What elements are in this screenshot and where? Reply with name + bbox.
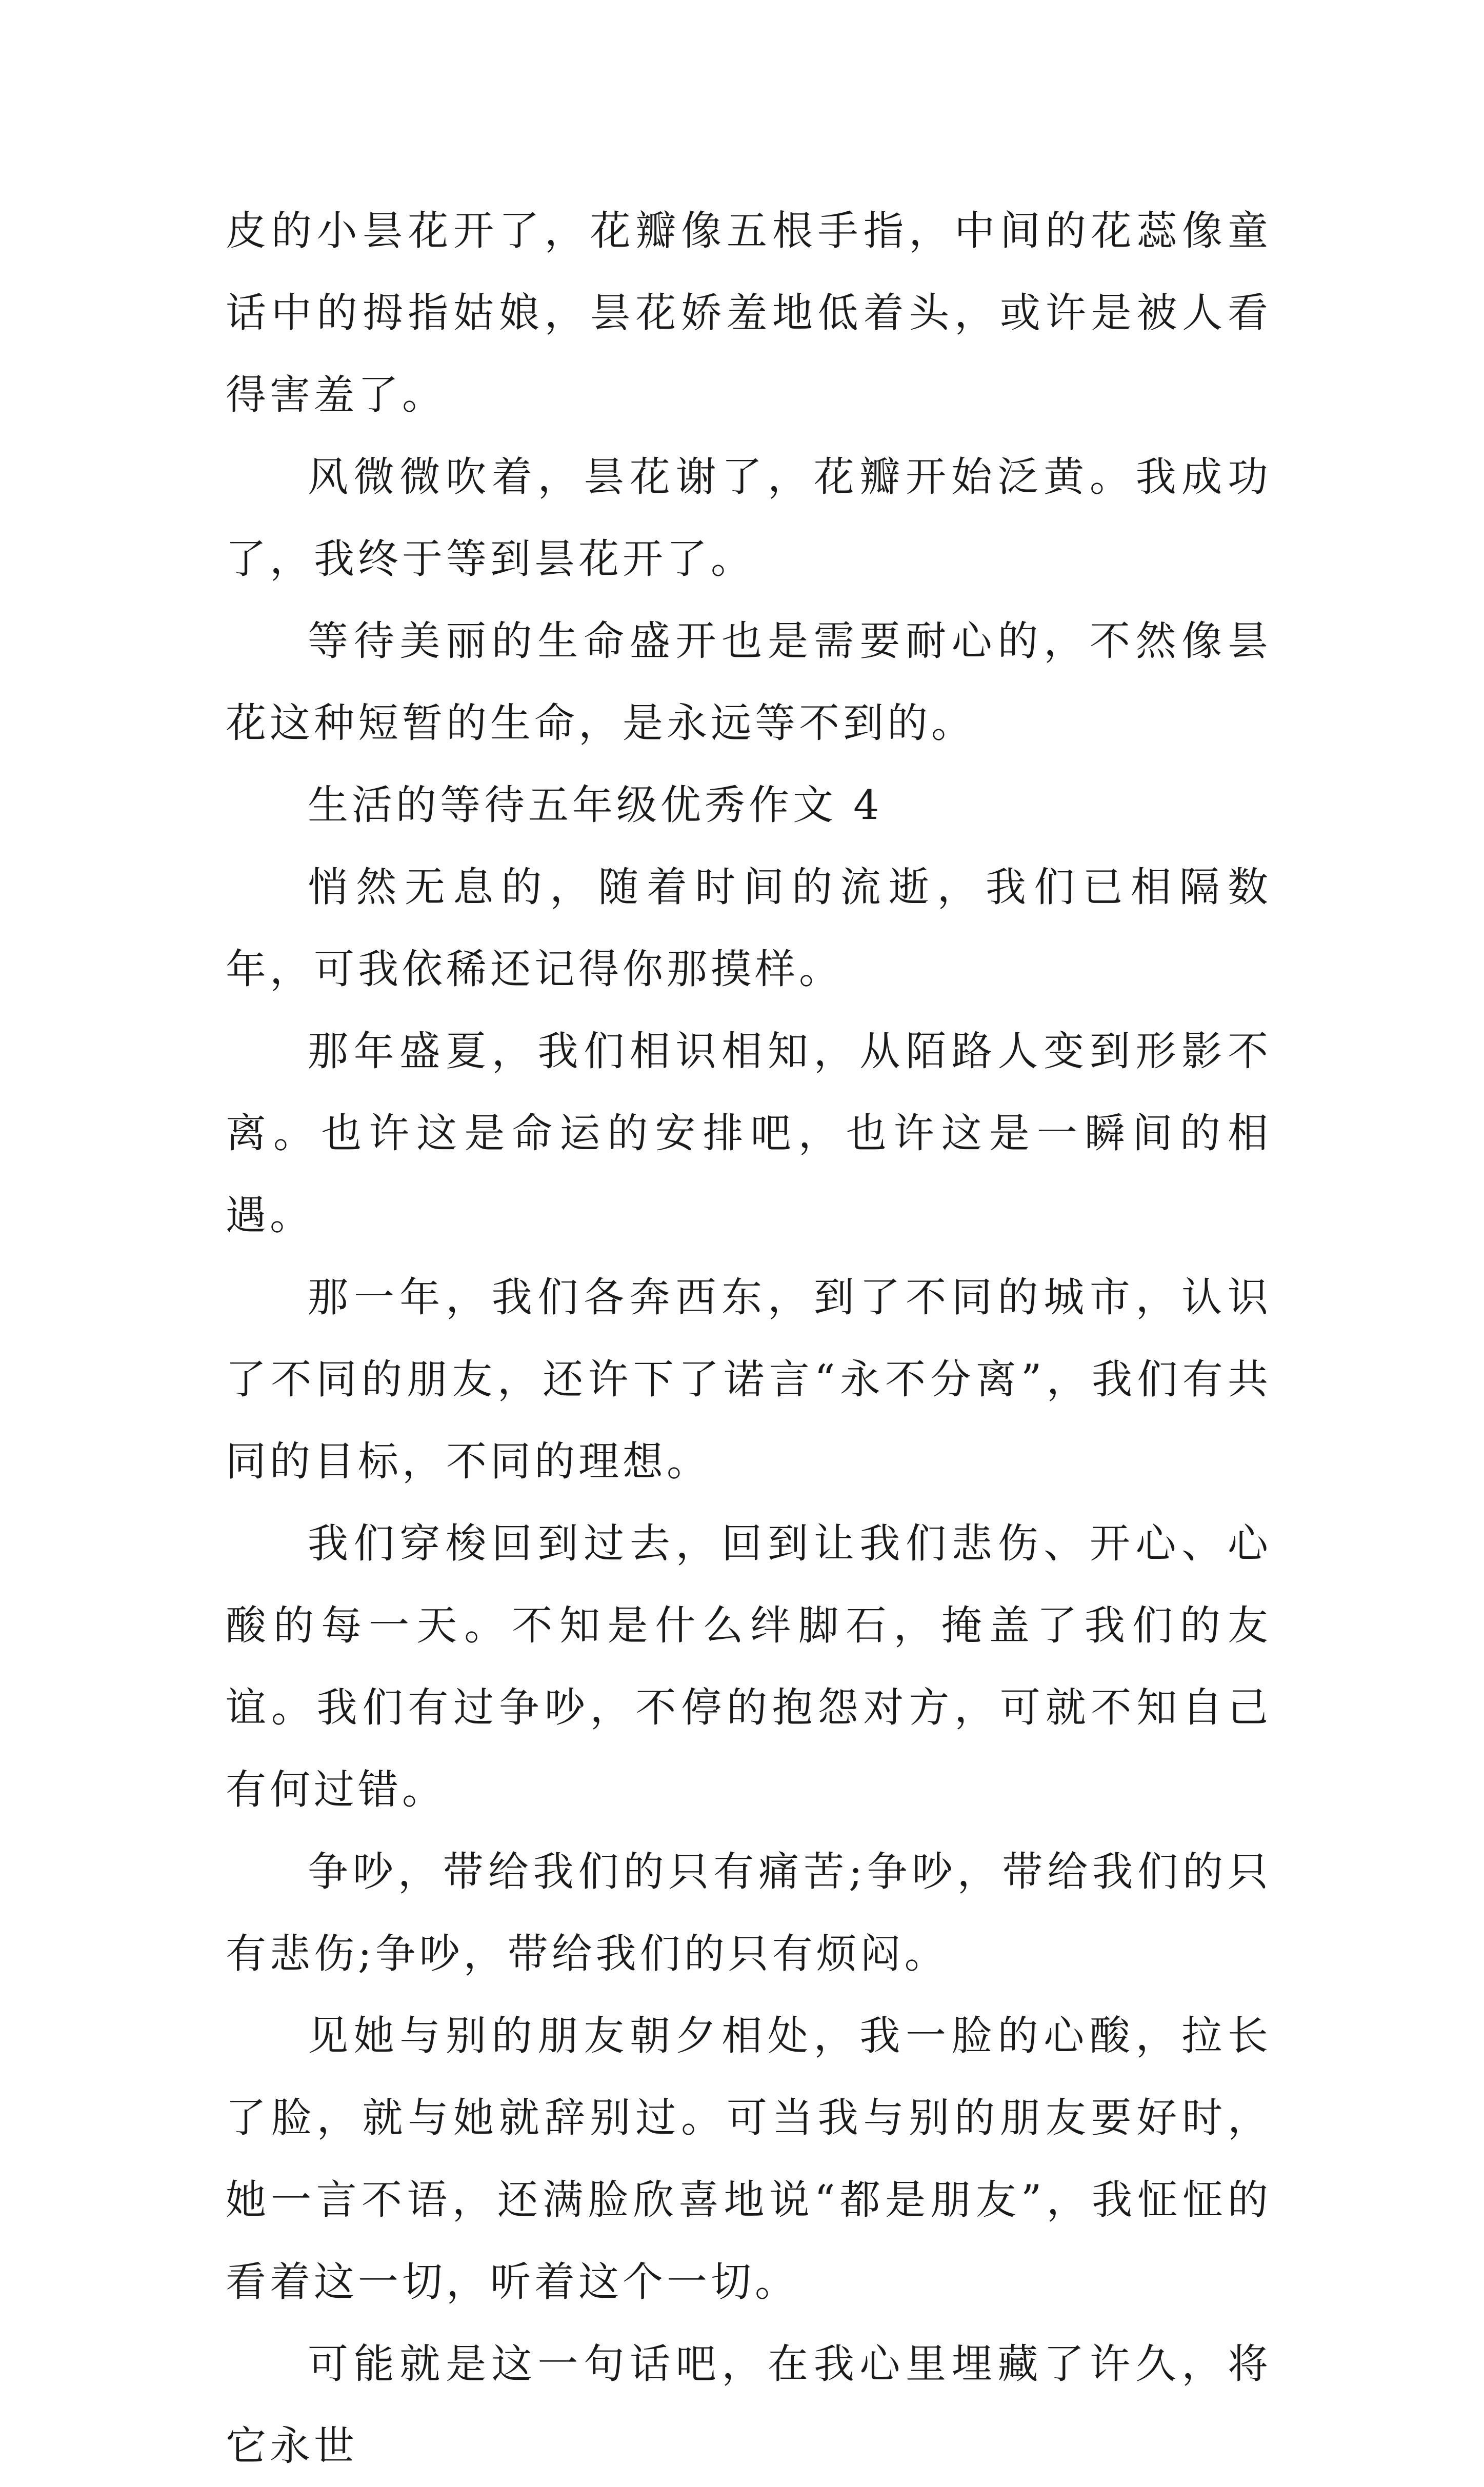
document-body — [226, 190, 1272, 2487]
paragraph: 皮的小昙花开了，花瓣像五根手指，中间的花蕊像童话中的拇指姑娘，昙花娇羞地低着头，或许是被人看得害羞了。 — [226, 207, 1272, 418]
paragraph: 可能就是这一句话吧，在我心里埋藏了许久，将它永世 — [226, 2340, 1272, 2470]
section-heading: 生活的等待五年级优秀作文 4 — [308, 781, 883, 829]
paragraph: 争吵，带给我们的只有痛苦;争吵，带给我们的只有悲伤;争吵，带给我们的只有烦闷。 — [226, 1848, 1272, 1977]
paragraph: 我们穿梭回到过去，回到让我们悲伤、开心、心酸的每一天。不知是什么绊脚石，掩盖了我们的友谊。我们有过争吵，不停的抱怨对方，可就不知自己有何过错。 — [226, 1520, 1272, 1813]
paragraph: 见她与别的朋友朝夕相处，我一脸的心酸，拉长了脸，就与她就辞别过。可当我与别的朋友要好时，她一言不语，还满脸欣喜地说“都是朋友”，我怔怔的看着这一切，听着这个一切。 — [226, 2012, 1272, 2305]
paragraph: 悄然无息的，随着时间的流逝，我们已相隔数年，可我依稀还记得你那摸样。 — [226, 864, 1272, 993]
paragraph: 那年盛夏，我们相识相知，从陌路人变到形影不离。也许这是命运的安排吧，也许这是一瞬间的相遇。 — [226, 1028, 1272, 1239]
paragraph: 风微微吹着，昙花谢了，花瓣开始泛黄。我成功了，我终于等到昙花开了。 — [226, 453, 1272, 583]
paragraph: 等待美丽的生命盛开也是需要耐心的，不然像昙花这种短暂的生命，是永远等不到的。 — [226, 617, 1272, 747]
paragraph: 那一年，我们各奔西东，到了不同的城市，认识了不同的朋友，还许下了诺言“永不分离”，我们有共同的目标，不同的理想。 — [226, 1274, 1272, 1485]
